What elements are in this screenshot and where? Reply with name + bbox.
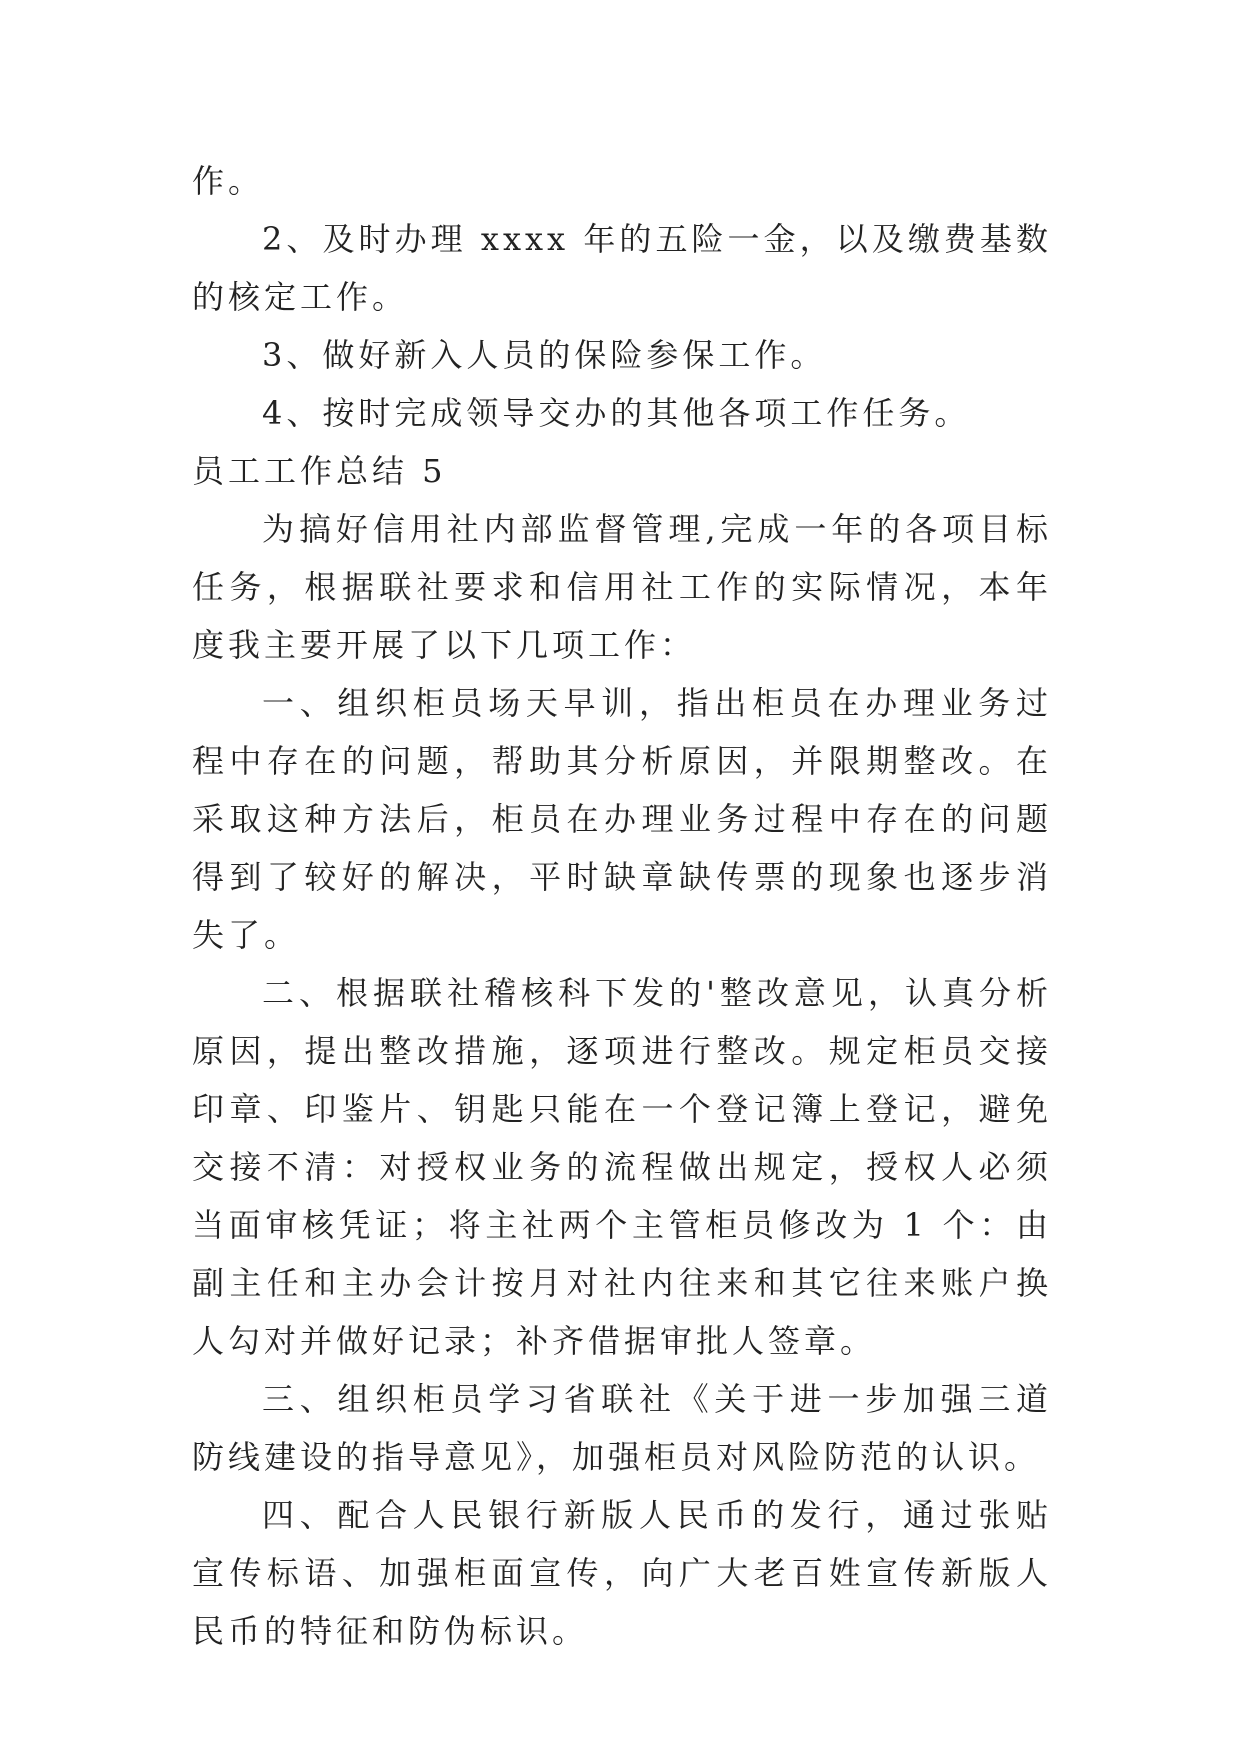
paragraph-point-1: 一、组织柜员场天早训，指出柜员在办理业务过程中存在的问题，帮助其分析原因，并限期整改。在采取这种方法后，柜员在办理业务过程中存在的问题得到了较好的解决，平时缺章缺传票的现象也逐步消失了。 — [192, 684, 1052, 954]
paragraph-point-3: 三、组织柜员学习省联社《关于进一步加强三道防线建设的指导意见》，加强柜员对风险防范的认识。 — [192, 1380, 1052, 1476]
document-body — [192, 152, 1052, 1660]
paragraph-intro: 为搞好信用社内部监督管理,完成一年的各项目标任务，根据联社要求和信用社工作的实际情况，本年度我主要开展了以下几项工作： — [192, 510, 1052, 664]
paragraph-item-2: 2、及时办理 xxxx 年的五险一金，以及缴费基数的核定工作。 — [192, 220, 1052, 316]
paragraph-item-4: 4、按时完成领导交办的其他各项工作任务。 — [262, 394, 971, 432]
paragraph-point-4: 四、配合人民银行新版人民币的发行，通过张贴宣传标语、加强柜面宣传，向广大老百姓宣传新版人民币的特征和防伪标识。 — [192, 1496, 1052, 1650]
paragraph-continuation: 作。 — [192, 162, 265, 200]
paragraph-item-3: 3、做好新入人员的保险参保工作。 — [262, 336, 827, 374]
paragraph-point-2: 二、根据联社稽核科下发的'整改意见，认真分析原因，提出整改措施，逐项进行整改。规定柜员交接印章、印鉴片、钥匙只能在一个登记簿上登记，避免交接不清：对授权业务的流程做出规定，授权人必须当面审核凭证；将主社两个主管柜员修改为 1 个：由副主任和主办会计按月对社内往来和其它往来账户换人勾对并做好记录；补齐借据审批人签章。 — [192, 974, 1052, 1360]
section-heading: 员工工作总结 5 — [192, 452, 447, 490]
